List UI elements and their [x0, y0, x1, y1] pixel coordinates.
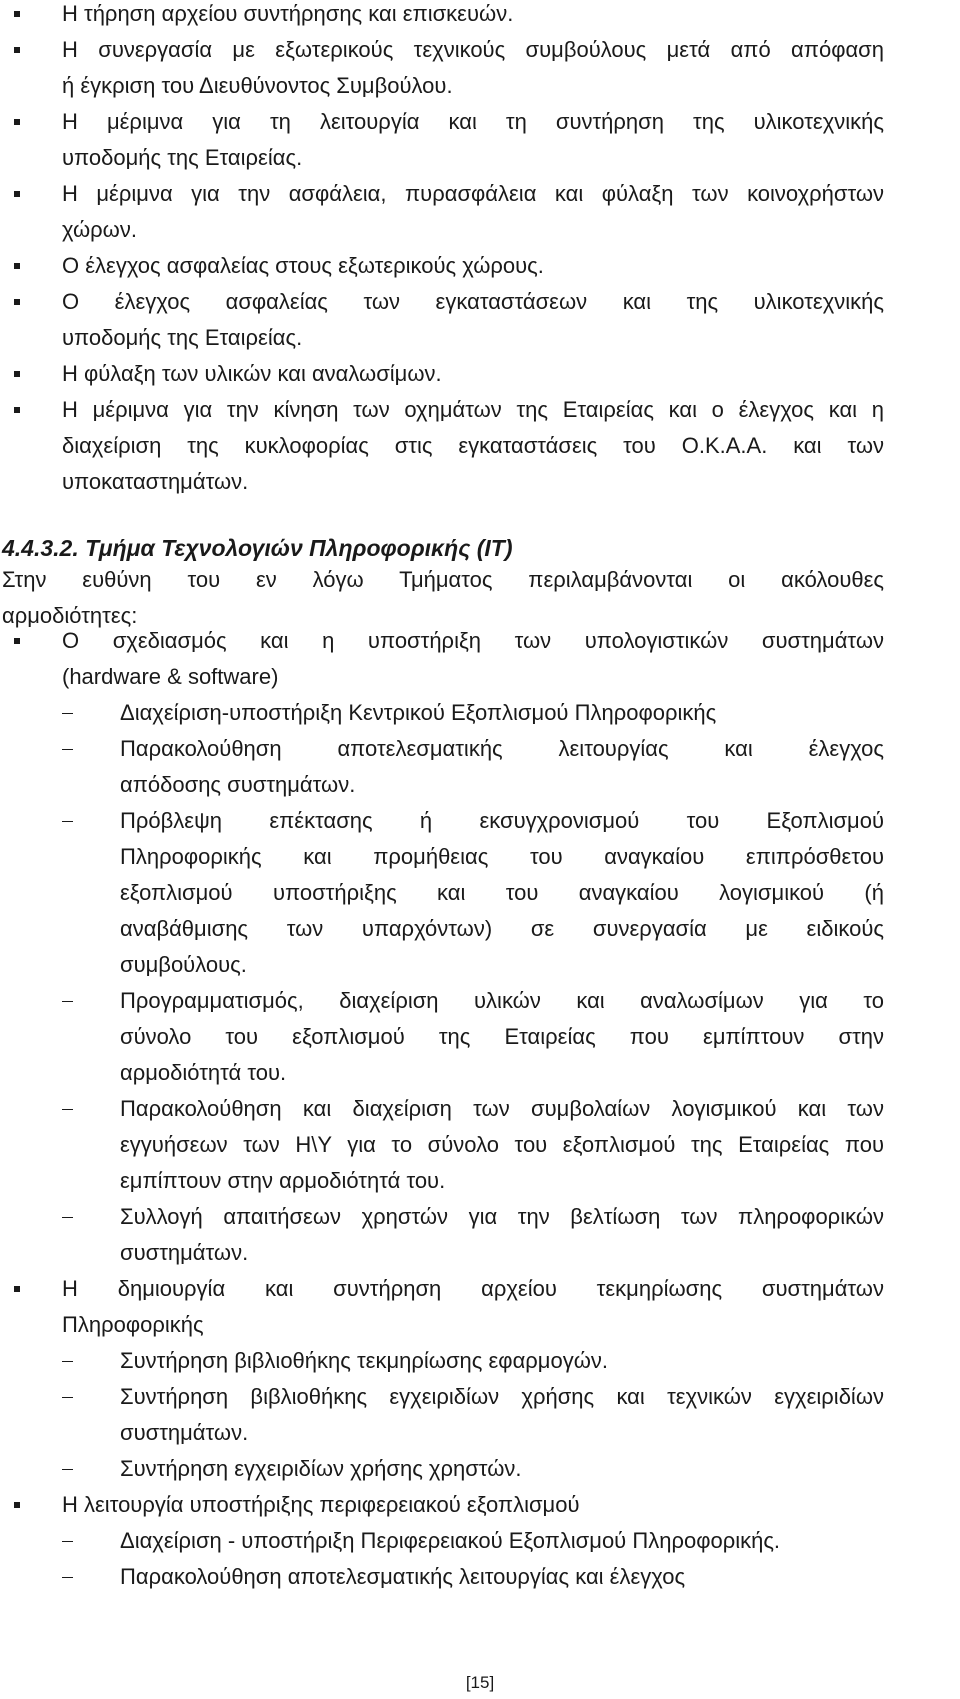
- dash-bullet-icon: [62, 1397, 73, 1398]
- square-bullet-icon: [14, 47, 20, 53]
- text-line: [0, 695, 960, 731]
- text-line: [0, 428, 960, 464]
- line-text: υποκαταστημάτων.: [62, 469, 249, 494]
- line-text: Συντήρηση εγχειριδίων χρήσης χρηστών.: [120, 1456, 522, 1481]
- square-bullet-icon: [14, 371, 20, 377]
- text-line: [0, 248, 960, 284]
- line-text: εγγυήσεων των Η\Υ για το σύνολο του εξοπλισμού της Εταιρείας που: [120, 1132, 884, 1157]
- line-text: Ο έλεγχος ασφαλείας στους εξωτερικούς χώρους.: [62, 253, 544, 278]
- text-line: [0, 911, 960, 947]
- line-text: Διαχείριση-υποστήριξη Κεντρικού Εξοπλισμού Πληροφορικής: [120, 700, 717, 725]
- line-text: ή έγκριση του Διευθύνοντος Συμβούλου.: [62, 73, 453, 98]
- line-text: σύνολο του εξοπλισμού της Εταιρείας που εμπίπτουν στην: [120, 1024, 884, 1049]
- line-text: υποδομής της Εταιρείας.: [62, 145, 303, 170]
- line-text: Η δημιουργία και συντήρηση αρχείου τεκμηρίωσης συστημάτων: [62, 1276, 884, 1301]
- line-text: Παρακολούθηση αποτελεσματικής λειτουργίας και έλεγχος: [120, 736, 884, 761]
- page-number: [15]: [465, 1673, 495, 1692]
- text-line: [0, 320, 960, 356]
- line-text: διαχείριση της κυκλοφορίας στις εγκαταστάσεις του Ο.Κ.Α.Α. και των: [62, 433, 884, 458]
- dash-bullet-icon: [62, 1541, 73, 1542]
- text-line: [0, 1307, 960, 1343]
- line-text: Συντήρηση βιβλιοθήκης εγχειριδίων χρήσης και τεχνικών εγχειριδίων: [120, 1384, 884, 1409]
- line-text: Στην ευθύνη του εν λόγω Τμήματος περιλαμβάνονται οι ακόλουθες: [2, 567, 884, 592]
- text-line: [0, 947, 960, 983]
- line-text: Παρακολούθηση αποτελεσματικής λειτουργίας και έλεγχος: [120, 1564, 686, 1589]
- dash-bullet-icon: [62, 1217, 73, 1218]
- text-line: [0, 1127, 960, 1163]
- line-text: συμβούλους.: [120, 952, 247, 977]
- dash-bullet-icon: [62, 749, 73, 750]
- text-line: [0, 1559, 960, 1595]
- line-text: (hardware & software): [62, 664, 279, 689]
- text-line: [0, 392, 960, 428]
- dash-bullet-icon: [62, 1577, 73, 1578]
- text-line: [0, 803, 960, 839]
- line-text: Διαχείριση - υποστήριξη Περιφερειακού Εξοπλισμού Πληροφορικής.: [120, 1528, 781, 1553]
- text-line: [0, 1451, 960, 1487]
- text-line: [0, 1091, 960, 1127]
- square-bullet-icon: [14, 1286, 20, 1292]
- dash-bullet-icon: [62, 713, 73, 714]
- line-text: Η μέριμνα για την κίνηση των οχημάτων της Εταιρείας και ο έλεγχος και η: [62, 397, 884, 422]
- square-bullet-icon: [14, 263, 20, 269]
- line-text: Η μέριμνα για την ασφάλεια, πυρασφάλεια και φύλαξη των κοινοχρήστων: [62, 181, 884, 206]
- text-line: [0, 1163, 960, 1199]
- text-line: [0, 1487, 960, 1523]
- text-line: [0, 356, 960, 392]
- text-line: [0, 1343, 960, 1379]
- text-line: [0, 659, 960, 695]
- text-line: [0, 0, 960, 32]
- line-text: Ο σχεδιασμός και η υποστήριξη των υπολογιστικών συστημάτων: [62, 628, 884, 653]
- text-line: [0, 1271, 960, 1307]
- text-line: [0, 623, 960, 659]
- text-line: [0, 1019, 960, 1055]
- facilities-duties-list: [0, 0, 960, 500]
- line-text: Η φύλαξη των υλικών και αναλωσίμων.: [62, 361, 442, 386]
- square-bullet-icon: [14, 119, 20, 125]
- text-line: [0, 983, 960, 1019]
- dash-bullet-icon: [62, 1001, 73, 1002]
- text-line: [0, 104, 960, 140]
- square-bullet-icon: [14, 11, 20, 17]
- line-text: χώρων.: [62, 217, 137, 242]
- text-line: [0, 68, 960, 104]
- text-line: [0, 839, 960, 875]
- line-text: Η συνεργασία με εξωτερικούς τεχνικούς συμβούλους μετά από απόφαση: [62, 37, 884, 62]
- line-text: συστημάτων.: [120, 1420, 249, 1445]
- text-line: [0, 212, 960, 248]
- line-text: εξοπλισμού υποστήριξης και του αναγκαίου λογισμικού (ή: [120, 880, 884, 905]
- square-bullet-icon: [14, 407, 20, 413]
- text-line: [0, 1199, 960, 1235]
- line-text: Συντήρηση βιβλιοθήκης τεκμηρίωσης εφαρμογών.: [120, 1348, 608, 1373]
- line-text: Πρόβλεψη επέκτασης ή εκσυγχρονισμού του Εξοπλισμού: [120, 808, 884, 833]
- text-line: [0, 284, 960, 320]
- square-bullet-icon: [14, 191, 20, 197]
- line-text: απόδοσης συστημάτων.: [120, 772, 356, 797]
- line-text: υποδομής της Εταιρείας.: [62, 325, 303, 350]
- line-text: Συλλογή απαιτήσεων χρηστών για την βελτίωση των πληροφορικών: [120, 1204, 884, 1229]
- text-line: [0, 1235, 960, 1271]
- line-text: Πληροφορικής: [62, 1312, 204, 1337]
- line-text: Ο έλεγχος ασφαλείας των εγκαταστάσεων και της υλικοτεχνικής: [62, 289, 884, 314]
- text-line: [0, 1415, 960, 1451]
- text-line: [0, 767, 960, 803]
- line-text: Προγραμματισμός, διαχείριση υλικών και αναλωσίμων για το: [120, 988, 884, 1013]
- text-line: [0, 1055, 960, 1091]
- it-duties-list: [0, 623, 960, 1595]
- line-text: Πληροφορικής και προμήθειας του αναγκαίου επιπρόσθετου: [120, 844, 884, 869]
- text-line: [0, 1379, 960, 1415]
- text-line: [0, 176, 960, 212]
- text-line: [0, 731, 960, 767]
- line-text: αρμοδιότητες:: [2, 603, 138, 628]
- text-line: [0, 875, 960, 911]
- dash-bullet-icon: [62, 1361, 73, 1362]
- line-text: συστημάτων.: [120, 1240, 249, 1265]
- square-bullet-icon: [14, 638, 20, 644]
- text-line: [0, 562, 960, 598]
- line-text: αρμοδιότητά του.: [120, 1060, 287, 1085]
- text-line: [0, 464, 960, 500]
- line-text: Η μέριμνα για τη λειτουργία και τη συντήρηση της υλικοτεχνικής: [62, 109, 884, 134]
- square-bullet-icon: [14, 299, 20, 305]
- line-text: Παρακολούθηση και διαχείριση των συμβολαίων λογισμικού και των: [120, 1096, 884, 1121]
- section-heading: 4.4.3.2. Τμήμα Τεχνολογιών Πληροφορικής (IT): [2, 535, 513, 561]
- dash-bullet-icon: [62, 821, 73, 822]
- dash-bullet-icon: [62, 1469, 73, 1470]
- line-text: Η λειτουργία υποστήριξης περιφερειακού εξοπλισμού: [62, 1492, 580, 1517]
- dash-bullet-icon: [62, 1109, 73, 1110]
- text-line: [0, 140, 960, 176]
- text-line: [0, 32, 960, 68]
- square-bullet-icon: [14, 1502, 20, 1508]
- text-line: [0, 1523, 960, 1559]
- line-text: αναβάθμισης των υπαρχόντων) σε συνεργασία με ειδικούς: [120, 916, 884, 941]
- line-text: εμπίπτουν στην αρμοδιότητά του.: [120, 1168, 446, 1193]
- line-text: Η τήρηση αρχείου συντήρησης και επισκευών.: [62, 1, 514, 26]
